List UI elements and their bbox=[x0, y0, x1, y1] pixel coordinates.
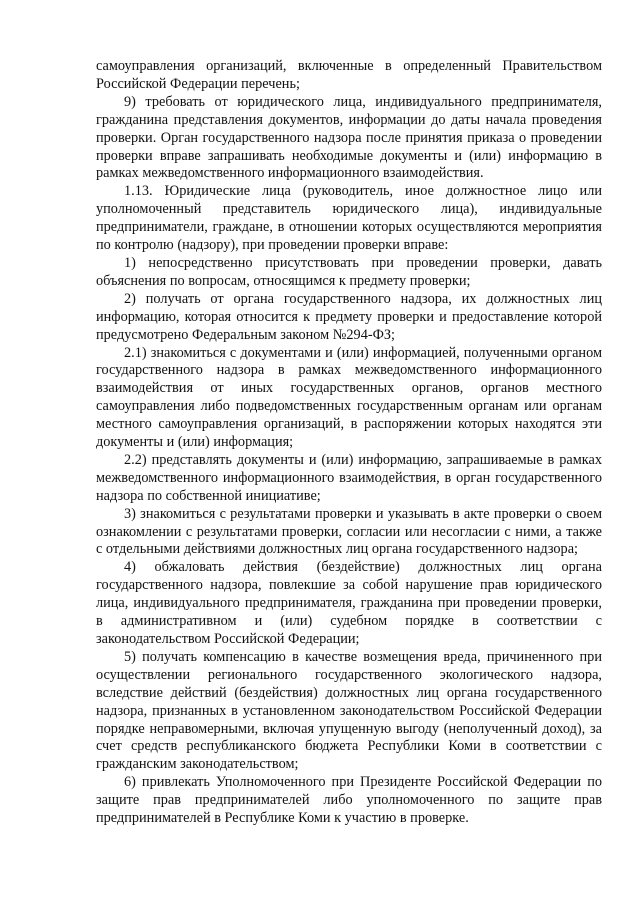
paragraph-item-9: 9) требовать от юридического лица, индивидуального предпринимателя, гражданина представления документов, информации до даты начала проведения проверки. Орган государственного надзора после принятия приказа о проведении проверки вправе запрашивать необходимые документы и (или) информацию в рамках межведомственного информационного взаимодействия. bbox=[96, 93, 602, 182]
paragraph-section-1-13: 1.13. Юридические лица (руководитель, иное должностное лицо или уполномоченный представитель юридического лица), индивидуальные предприниматели, граждане, в отношении которых осуществляются мероприятия по контролю (надзору), при проведении проверки вправе: bbox=[96, 183, 602, 254]
paragraph-right-2-2: 2.2) представлять документы и (или) информацию, запрашиваемые в рамках межведомственного информационного взаимодействия, в орган государственного надзора по собственной инициативе; bbox=[96, 451, 602, 504]
paragraph-right-2-1: 2.1) знакомиться с документами и (или) информацией, полученными органом государственного надзора в рамках межведомственного информационного взаимодействия от иных государственных органов, органов местного самоуправления либо подведомственных государственным органам или органам местного самоуправления организаций, в распоряжении которых находятся эти документы и (или) информация; bbox=[96, 344, 602, 451]
document-body bbox=[96, 58, 602, 828]
paragraph-right-6: 6) привлекать Уполномоченного при Президенте Российской Федерации по защите прав предпринимателей либо уполномоченного по защите прав предпринимателей в Республике Коми к участию в проверке. bbox=[96, 774, 602, 827]
paragraph-right-3: 3) знакомиться с результатами проверки и указывать в акте проверки о своем ознакомлении с результатами проверки, согласии или несогласии с ними, а также с отдельными действиями должностных лиц органа государственного надзора; bbox=[96, 505, 602, 558]
paragraph-continuation: самоуправления организаций, включенные в определенный Правительством Российской Федерации перечень; bbox=[96, 58, 602, 92]
paragraph-right-4: 4) обжаловать действия (бездействие) должностных лиц органа государственного надзора, повлекшие за собой нарушение прав юридического лица, индивидуального предпринимателя, гражданина при проведении проверки, в административном и (или) судебном порядке в соответствии с законодательством Российской Федерации; bbox=[96, 559, 602, 647]
paragraph-right-1: 1) непосредственно присутствовать при проведении проверки, давать объяснения по вопросам, относящимся к предмету проверки; bbox=[96, 254, 602, 289]
paragraph-right-2: 2) получать от органа государственного надзора, их должностных лиц информацию, которая относится к предмету проверки и предоставление которой предусмотрено Федеральным законом №294-ФЗ; bbox=[96, 290, 602, 343]
paragraph-right-5: 5) получать компенсацию в качестве возмещения вреда, причиненного при осуществлении регионального государственного экологического надзора, вследствие действий (бездействия) должностных лиц органа государственного надзора, признанных в установленном законодательством Российской Федерации порядке неправомерными, включая упущенную выгоду (неполученный доход), за счет средств республиканского бюджета Республики Коми в соответствии с гражданским законодательством; bbox=[96, 648, 602, 773]
